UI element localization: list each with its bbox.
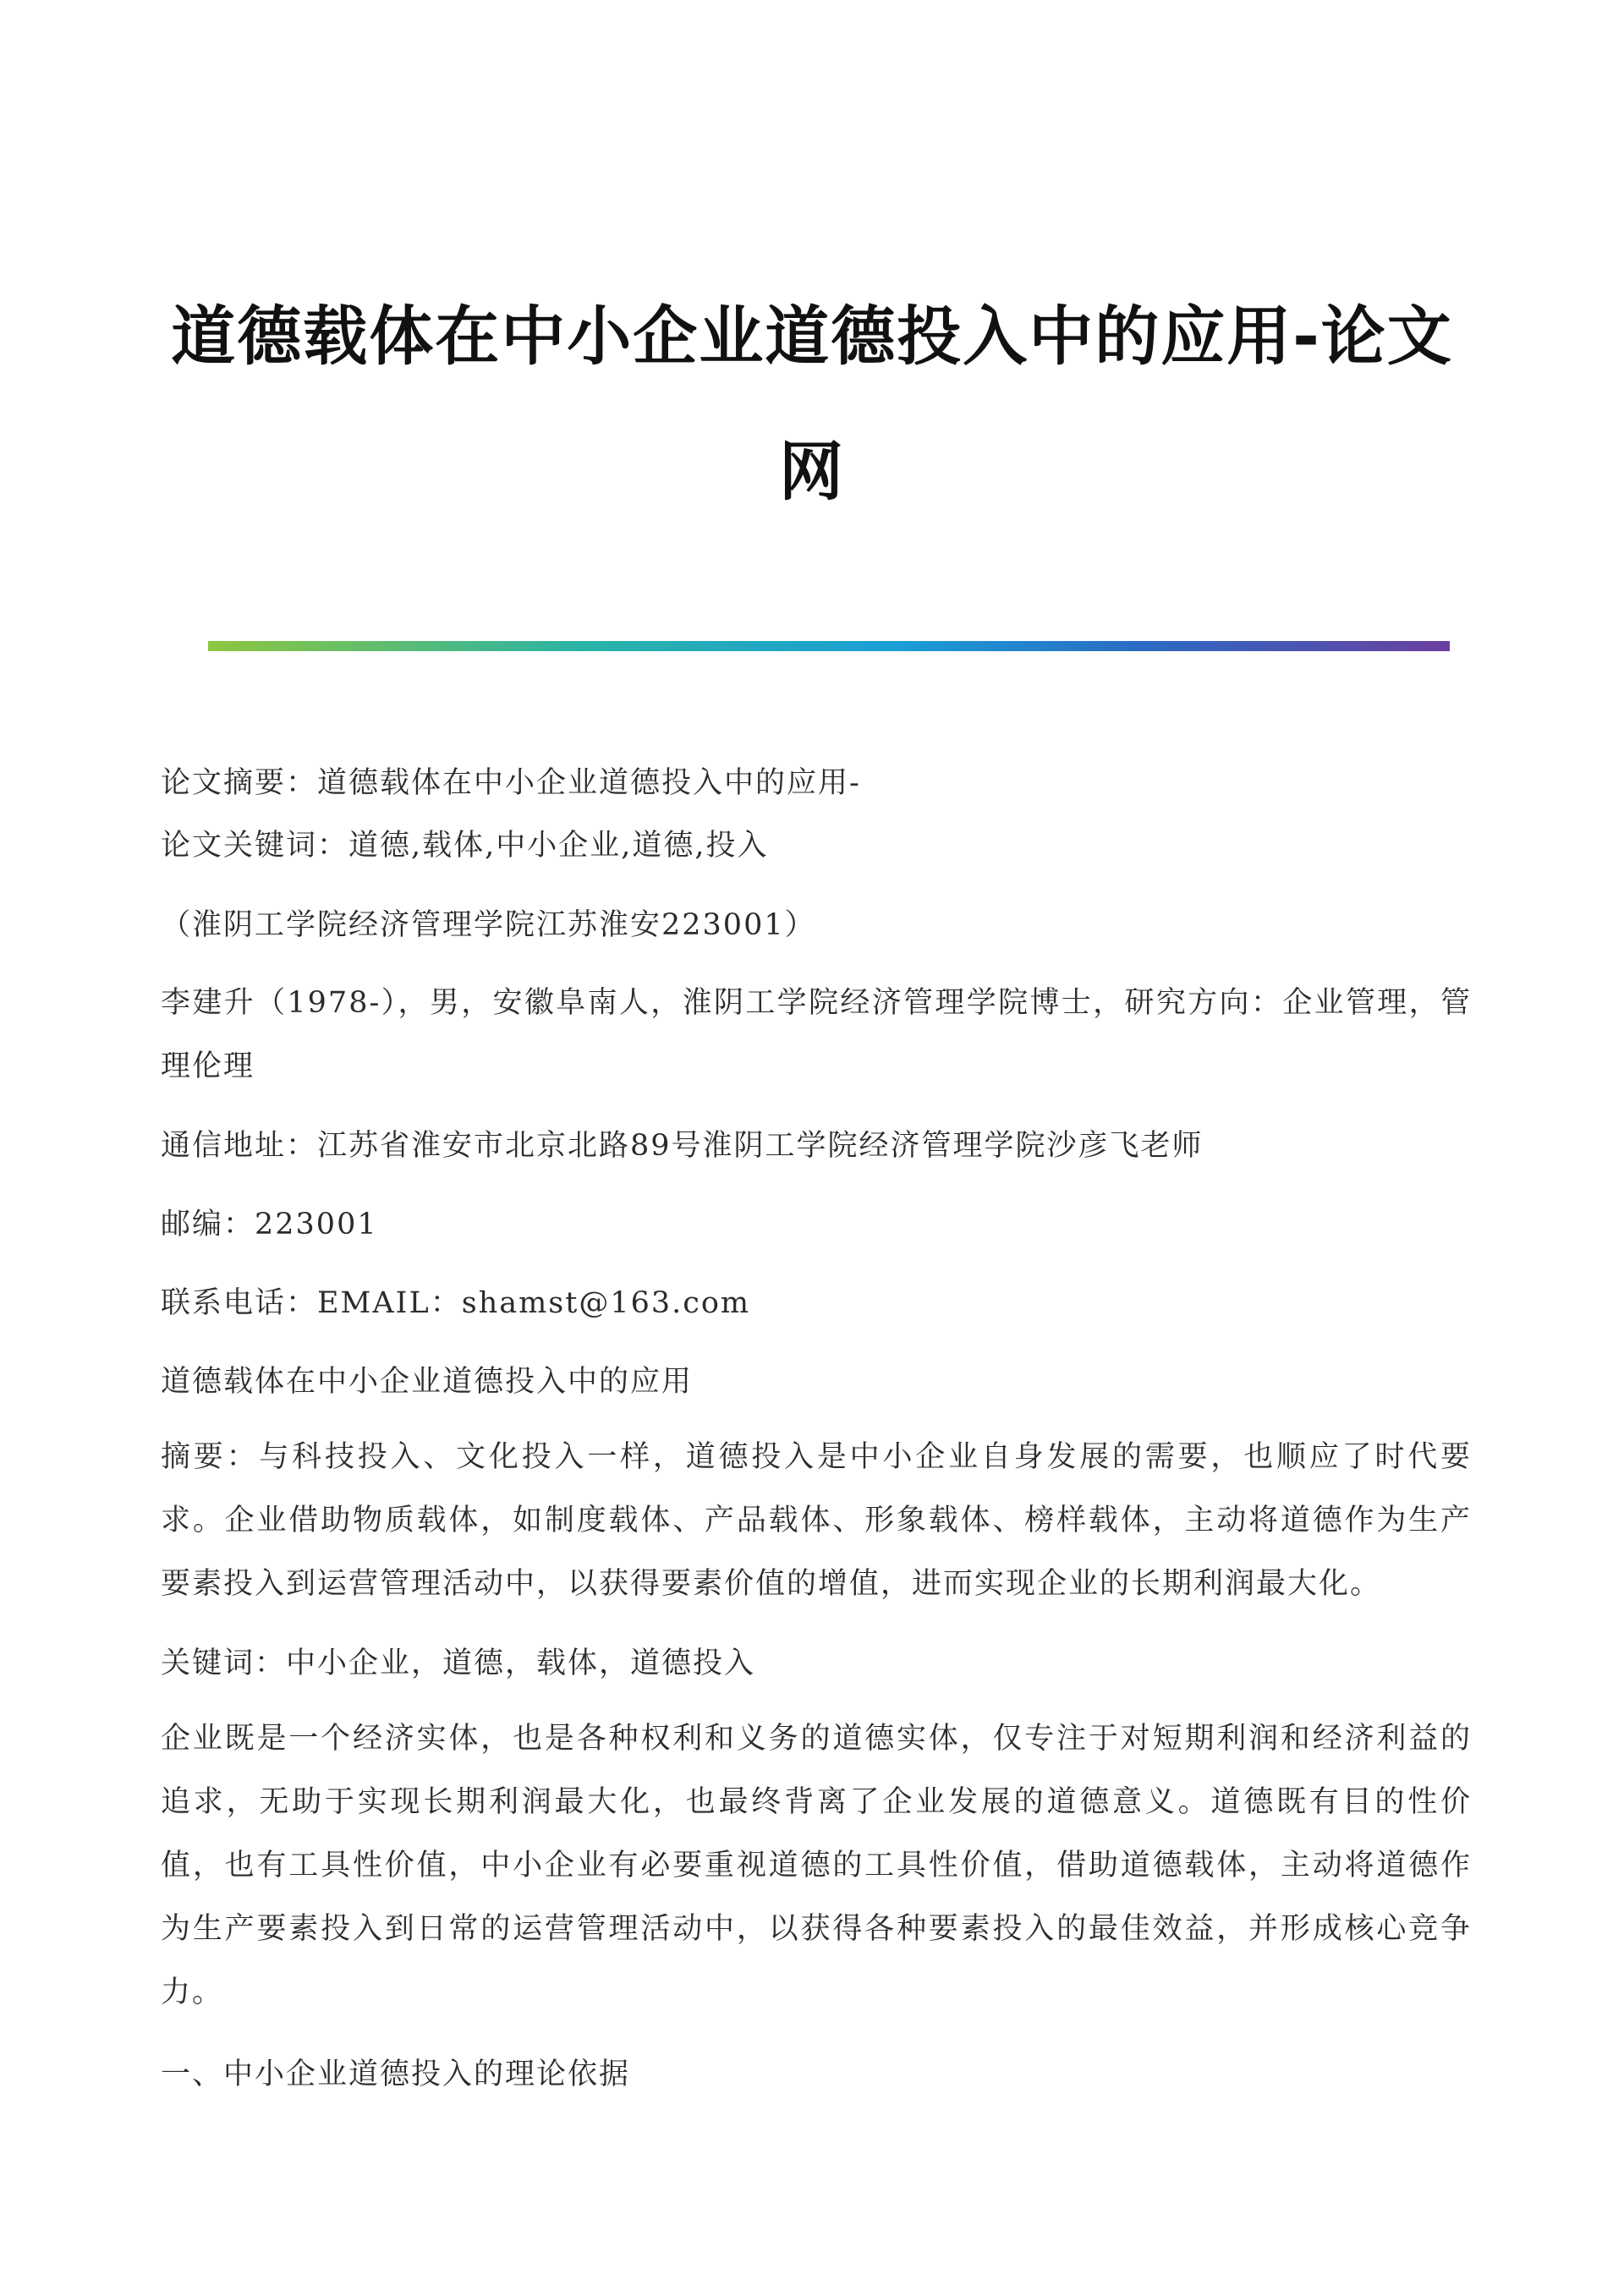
contact: 联系电话：EMAIL：shamst@163.com [161,1286,751,1320]
document-title: 道德载体在中小企业道德投入中的应用-论文网 [171,299,1453,509]
summary-paragraph: 摘要：与科技投入、文化投入一样，道德投入是中小企业自身发展的需要，也顺应了时代要求。企业借助物质载体，如制度载体、产品载体、形象载体、榜样载体，主动将道德作为生产要素投入到运营管理活动中，以获得要素价值的增值，进而实现企业的长期利润最大化。 [161,1440,1472,1601]
section-heading: 一、中小企业道德投入的理论依据 [161,2058,631,2091]
keywords: 关键词：中小企业，道德，载体，道德投入 [161,1647,756,1680]
keywords-line: 论文关键词：道德,载体,中小企业,道德,投入 [161,829,769,863]
body-paragraph: 企业既是一个经济实体，也是各种权利和义务的道德实体，仅专注于对短期利润和经济利益的追求，无助于实现长期利润最大化，也最终背离了企业发展的道德意义。道德既有目的性价值，也有工具性价值，中小企业有必要重视道德的工具性价值，借助道德载体，主动将道德作为生产要素投入到日常的运营管理活动中，以获得各种要素投入的最佳效益，并形成核心竞争力。 [161,1722,1472,2009]
affiliation: （淮阴工学院经济管理学院江苏淮安223001） [161,908,816,942]
abstract-line: 论文摘要：道德载体在中小企业道德投入中的应用- [161,766,861,800]
title-divider [208,641,1450,651]
subtitle: 道德载体在中小企业道德投入中的应用 [161,1365,694,1399]
author-bio: 李建升（1978-），男，安徽阜南人，淮阴工学院经济管理学院博士，研究方向：企业管理，管理伦理 [161,986,1472,1083]
address: 通信地址：江苏省淮安市北京北路89号淮阴工学院经济管理学院沙彦飞老师 [161,1129,1204,1163]
postcode: 邮编：223001 [161,1208,378,1241]
